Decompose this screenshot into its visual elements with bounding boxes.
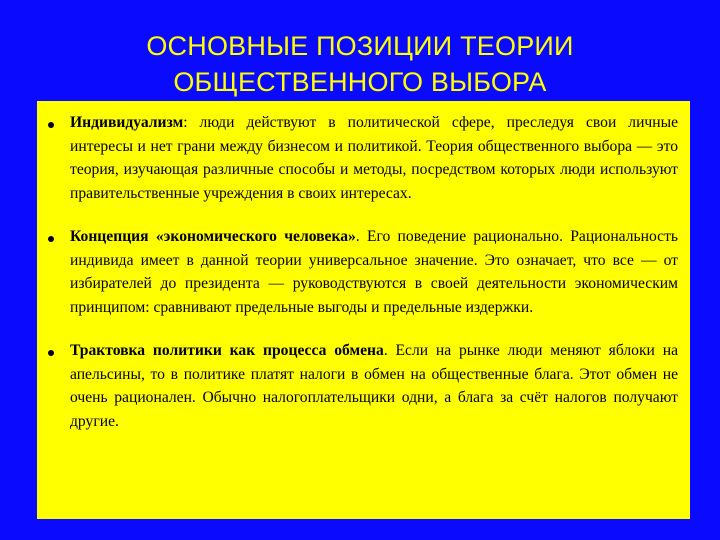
bullet-dot-icon (48, 236, 54, 242)
content-box (37, 101, 690, 519)
bullet-item-individualism (45, 111, 678, 205)
bullet-item-economic-man (45, 225, 678, 319)
slide-title (0, 28, 720, 100)
slide-title-line-1: ОСНОВНЫЕ ПОЗИЦИИ ТЕОРИИ (146, 31, 574, 61)
bullet-text: . Если на рынке люди меняют яблоки на апельсины, то в политике платят налоги в обмен на общественные блага. Этот обмен не очень рационален. Обычно налогоплательщики одни, а блага за счёт налогов получают другие. (70, 342, 678, 430)
bullet-term: Индивидуализм (70, 114, 184, 131)
bullet-dot-icon (48, 350, 54, 356)
bullet-text: : люди действуют в политической сфере, преследуя свои личные интересы и нет грани между бизнесом и политикой. Теория общественного выбора — это теория, изучающая различные способы и методы, посредством которых люди используют правительственные учреждения в своих интересах. (70, 114, 678, 202)
bullet-item-exchange (45, 339, 678, 433)
bullet-term: Концепция «экономического человека» (70, 228, 356, 245)
bullet-text: . Его поведение рационально. Рациональность индивида имеет в данной теории универсальное значение. Это означает, что все — от избирателей до президента — руководствуются в своей деятельности экономическим принципом: сравнивают предельные выгоды и предельные издержки. (70, 228, 678, 316)
bullet-term: Трактовка политики как процесса обмена (70, 342, 384, 359)
slide-title-line-2: ОБЩЕСТВЕННОГО ВЫБОРА (173, 67, 547, 97)
bullet-dot-icon (48, 122, 54, 128)
